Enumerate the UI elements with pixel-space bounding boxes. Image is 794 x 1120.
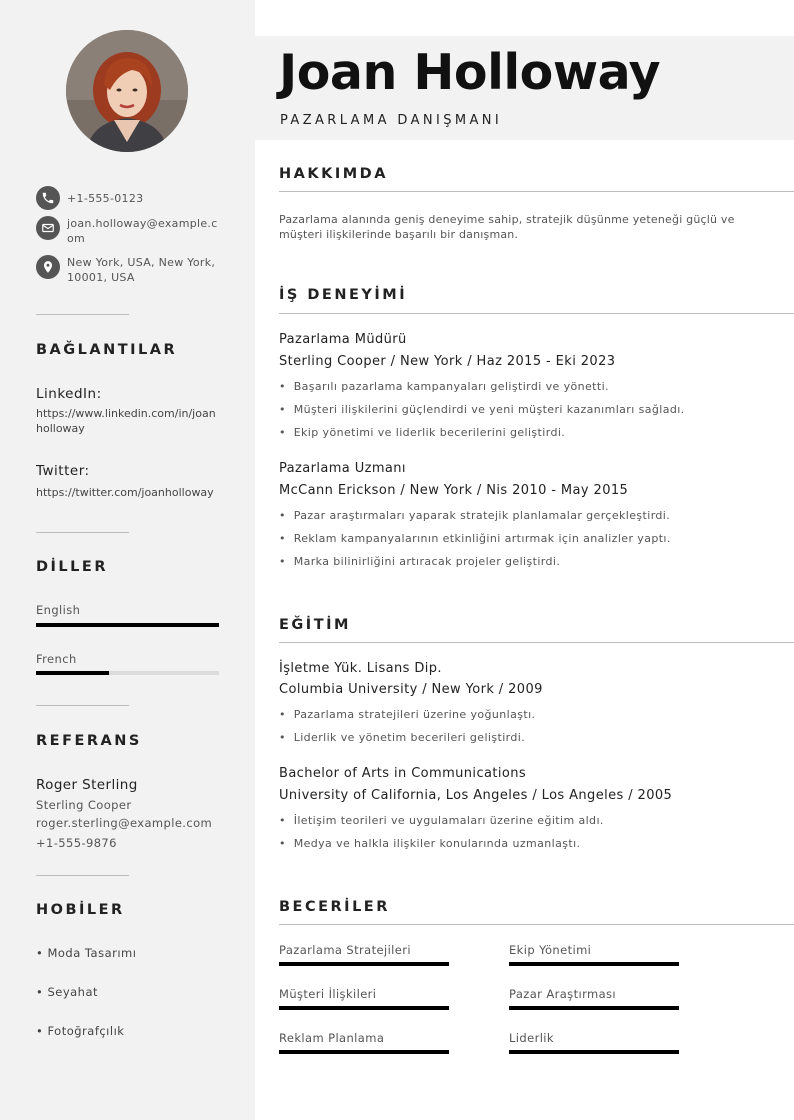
education-detail: University of California, Los Angeles / Los Angeles / 2005 [279, 788, 673, 803]
skill-level [279, 1006, 449, 1010]
skill-bar [279, 1006, 449, 1010]
contact-phone [36, 186, 219, 210]
bullet-text: Liderlik ve yönetim becerileri geliştirdi. [293, 731, 526, 744]
hobby-label: Fotoğrafçılık [47, 1024, 125, 1038]
hobbies-heading: HOBİLER [36, 902, 125, 918]
section-rule [279, 924, 794, 925]
references-heading: REFERANS [36, 733, 142, 749]
location-pin-icon [36, 255, 60, 279]
reference-phone: +1-555-9876 [36, 836, 117, 850]
bullet-text: Müşteri ilişkilerini güçlendirdi ve yeni müşteri kazanımları sağladı. [293, 403, 685, 416]
skill-name: Pazar Araştırması [509, 987, 617, 1001]
sidebar-divider [36, 532, 129, 533]
skill-bar [509, 962, 679, 966]
hobby-label: Moda Tasarımı [47, 946, 137, 960]
language-name: French [36, 652, 77, 666]
contact-address [36, 255, 219, 285]
twitter-label: Twitter: [36, 463, 90, 479]
sidebar-divider [36, 314, 129, 315]
experience-detail: Sterling Cooper / New York / Haz 2015 - Eki 2023 [279, 354, 616, 369]
experience-heading: İŞ DENEYİMİ [279, 287, 408, 303]
email-icon [36, 216, 60, 240]
profile-photo [66, 30, 188, 152]
skill-level [509, 962, 679, 966]
contact-email [36, 216, 219, 246]
contact-address-text: New York, USA, New York, 10001, USA [67, 256, 216, 284]
skills-heading: BECERİLER [279, 899, 390, 915]
skill-bar [509, 1050, 679, 1054]
hobby-label: Seyahat [47, 985, 99, 999]
section-rule [279, 642, 794, 643]
skill-name: Liderlik [509, 1031, 554, 1045]
job-title: PAZARLAMA DANIŞMANI [280, 113, 503, 128]
bullet-text: Pazarlama stratejileri üzerine yoğunlaştı. [293, 708, 536, 721]
contact-email-text: joan.holloway@example.com [67, 217, 218, 245]
about-heading: HAKKIMDA [279, 166, 388, 182]
experience-bullet: • Müşteri ilişkilerini güçlendirdi ve yeni müşteri kazanımları sağladı. [279, 403, 685, 416]
experience-bullet: • Marka bilinirliğini artıracak projeler geliştirdi. [279, 555, 561, 568]
skill-level [509, 1050, 679, 1054]
education-bullet: • İletişim teorileri ve uygulamaları üzerine eğitim aldı. [279, 814, 604, 827]
education-bullet: • Medya ve halkla ilişkiler konularında uzmanlaştı. [279, 837, 581, 850]
reference-company: Sterling Cooper [36, 798, 132, 812]
experience-bullet: • Reklam kampanyalarının etkinliğini artırmak için analizler yaptı. [279, 532, 671, 545]
skill-level [509, 1006, 679, 1010]
languages-heading: DİLLER [36, 559, 108, 575]
twitter-url[interactable]: https://twitter.com/joanholloway [36, 486, 214, 499]
bullet-text: İletişim teorileri ve uygulamaları üzerine eğitim aldı. [293, 814, 604, 827]
hobby-item: • Seyahat [36, 985, 99, 999]
experience-bullet: • Başarılı pazarlama kampanyaları geliştirdi ve yönetti. [279, 380, 609, 393]
language-name: English [36, 603, 81, 617]
experience-role: Pazarlama Müdürü [279, 332, 407, 347]
section-rule [279, 313, 794, 314]
linkedin-url[interactable]: https://www.linkedin.com/in/joanholloway [36, 407, 216, 435]
bullet-text: Medya ve halkla ilişkiler konularında uzmanlaştı. [293, 837, 581, 850]
links-heading: BAĞLANTILAR [36, 342, 178, 358]
skill-name: Ekip Yönetimi [509, 943, 592, 957]
language-bar [36, 671, 219, 675]
hobby-item: • Fotoğrafçılık [36, 1024, 125, 1038]
skill-bar [509, 1006, 679, 1010]
reference-email[interactable]: roger.sterling@example.com [36, 816, 213, 830]
education-bullet: • Pazarlama stratejileri üzerine yoğunlaştı. [279, 708, 536, 721]
about-text: Pazarlama alanında geniş deneyime sahip, stratejik düşünme yeteneği güçlü ve müşteri ilişkilerinde başarılı bir danışman. [279, 213, 735, 241]
experience-detail: McCann Erickson / New York / Nis 2010 - May 2015 [279, 483, 629, 498]
education-bullet: • Liderlik ve yönetim becerileri geliştirdi. [279, 731, 526, 744]
bullet-text: Pazar araştırmaları yaparak stratejik planlamalar gerçekleştirdi. [293, 509, 671, 522]
language-level [36, 623, 219, 627]
person-name: Joan Holloway [279, 44, 661, 101]
education-detail: Columbia University / New York / 2009 [279, 682, 543, 697]
sidebar-divider [36, 875, 129, 876]
language-level [36, 671, 109, 675]
skill-name: Reklam Planlama [279, 1031, 385, 1045]
sidebar-divider [36, 705, 129, 706]
skill-bar [279, 962, 449, 966]
skill-bar [279, 1050, 449, 1054]
experience-role: Pazarlama Uzmanı [279, 461, 406, 476]
language-bar [36, 623, 219, 627]
bullet-text: Reklam kampanyalarının etkinliğini artırmak için analizler yaptı. [293, 532, 671, 545]
bullet-text: Marka bilinirliğini artıracak projeler geliştirdi. [293, 555, 561, 568]
reference-name: Roger Sterling [36, 777, 138, 793]
linkedin-label: LinkedIn: [36, 386, 102, 402]
skill-level [279, 1050, 449, 1054]
education-degree: İşletme Yük. Lisans Dip. [279, 661, 442, 676]
phone-icon [36, 186, 60, 210]
skill-name: Müşteri İlişkileri [279, 987, 377, 1001]
skill-level [279, 962, 449, 966]
hobby-item: • Moda Tasarımı [36, 946, 137, 960]
experience-bullet: • Ekip yönetimi ve liderlik becerilerini geliştirdi. [279, 426, 566, 439]
contact-phone-text: +1-555-0123 [67, 192, 144, 205]
section-rule [279, 191, 794, 192]
skill-name: Pazarlama Stratejileri [279, 943, 411, 957]
experience-bullet: • Pazar araştırmaları yaparak stratejik planlamalar gerçekleştirdi. [279, 509, 671, 522]
bullet-text: Başarılı pazarlama kampanyaları geliştirdi ve yönetti. [293, 380, 609, 393]
education-heading: EĞİTİM [279, 617, 351, 633]
education-degree: Bachelor of Arts in Communications [279, 766, 527, 781]
bullet-text: Ekip yönetimi ve liderlik becerilerini geliştirdi. [293, 426, 566, 439]
